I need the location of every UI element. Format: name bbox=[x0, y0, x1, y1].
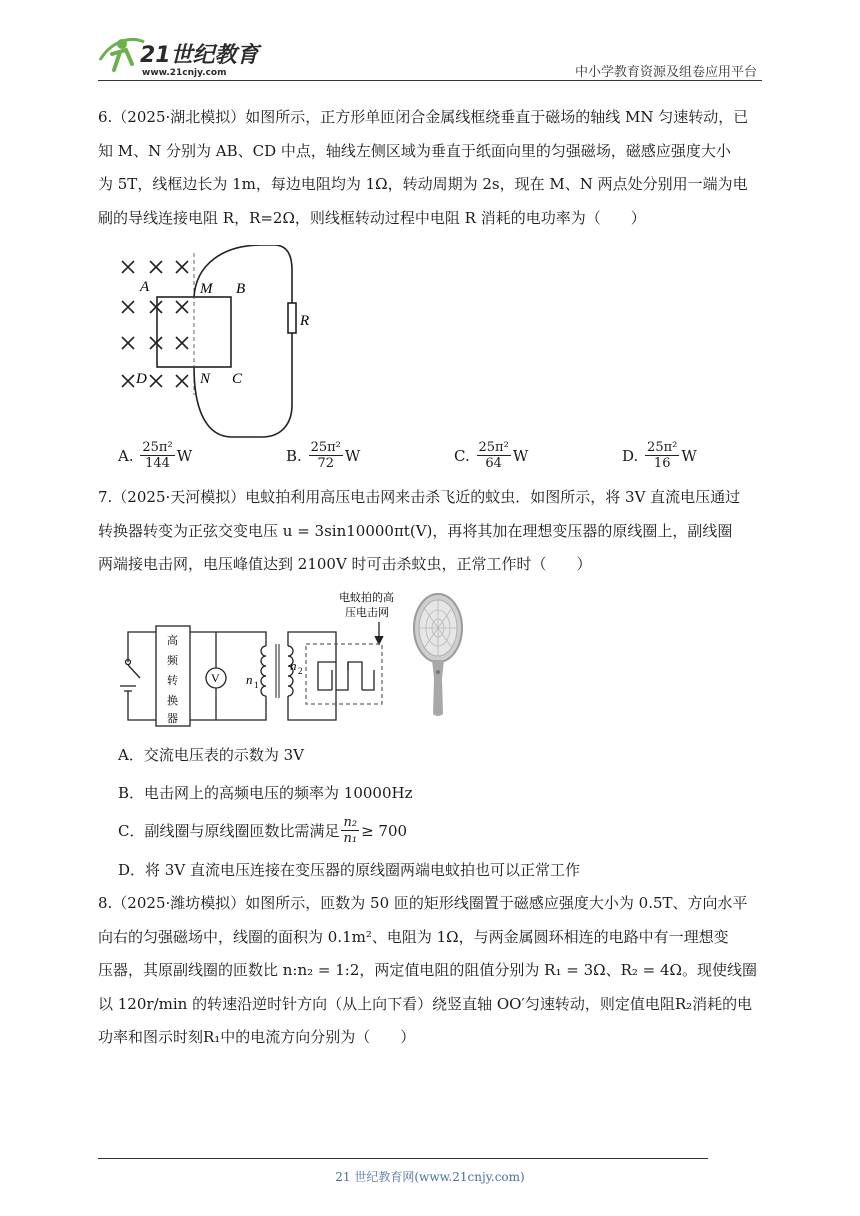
question-7-text: 7.（2025·天河模拟）电蚊拍利用高压电击网来击杀飞近的蚊虫．如图所示，将 3V 直流电压通过 转换器转变为正弦交变电压 u = 3sin10000πt(V)，再将其加在理想变压器的原线圈上，副线圈 两端接电击网，电压峰值达到 2100V 时可击杀蚊虫，正常工作时（ ） bbox=[98, 488, 741, 573]
label-D: D bbox=[136, 371, 147, 387]
option-b[interactable]: B. $\frac{\text{25π²}}{72}$ W bbox=[286, 440, 361, 471]
option-c[interactable]: C. $\frac{\text{25π²}}{64}$ W bbox=[454, 440, 529, 471]
option-7c[interactable]: C．副线圈与原线圈匝数比需满足 $\frac{\text{n₂}}{\text{n₁}}$ ≥ 700 bbox=[118, 815, 408, 846]
label-B: B bbox=[236, 281, 246, 297]
label-N: N bbox=[200, 371, 211, 387]
question-8-text: 8.（2025·潍坊模拟）如图所示，匝数为 50 匝的矩形线圈置于磁感应强度大小为 0.5T、方向水平 向右的匀强磁场中，线圈的面积为 0.1m²、电阻为 1Ω，与两金属圆环相连的电路中有一理想变 压器，其原副线圈的匝数比 n:n₂ = 1:2，两定值电阻的阻值分别为 R₁ = 3Ω、R₂ = 4Ω。现使线圈 以 120r/min 的转速沿逆时针方向（从上向下看）绕竖直轴 OO′匀速转动，则定值电阻R₂消耗的电 功率和图示时刻R₁中的电流方向分别为（ ） bbox=[98, 894, 757, 1046]
mosquito-swatter-image bbox=[408, 588, 468, 718]
option-7a[interactable]: A．交流电压表的示数为 3V bbox=[118, 746, 304, 764]
header-divider bbox=[98, 80, 762, 81]
option-a[interactable]: A. $\frac{\text{25π²}}{144}$ W bbox=[118, 440, 193, 471]
option-7d[interactable]: D．将 3V 直流电压连接在变压器的原线圈两端电蚊拍也可以正常工作 bbox=[118, 861, 580, 879]
svg-text:频: 频 bbox=[167, 654, 178, 667]
site-logo bbox=[92, 30, 262, 80]
option-7b[interactable]: B．电击网上的高频电压的频率为 10000Hz bbox=[118, 784, 413, 802]
label-A: A bbox=[140, 279, 150, 295]
svg-text:转: 转 bbox=[167, 674, 178, 687]
svg-text:1: 1 bbox=[254, 680, 259, 690]
option-d[interactable]: D. $\frac{\text{25π²}}{16}$ W bbox=[622, 440, 697, 471]
question-6-figure bbox=[112, 245, 322, 440]
svg-text:器: 器 bbox=[167, 712, 178, 725]
logo-text: 21世纪教育 bbox=[140, 43, 259, 68]
svg-text:高: 高 bbox=[167, 634, 178, 647]
footer-text: 21 世纪教育网(www.21cnjy.com) bbox=[335, 1170, 525, 1184]
svg-text:n: n bbox=[246, 672, 253, 687]
logo-url: www.21cnjy.com bbox=[142, 68, 227, 78]
label-R: R bbox=[300, 313, 310, 329]
svg-text:2: 2 bbox=[298, 666, 303, 676]
label-M: M bbox=[200, 281, 213, 297]
svg-text:换: 换 bbox=[167, 694, 178, 707]
platform-label: 中小学教育资源及组卷应用平台 bbox=[574, 65, 757, 80]
label-C: C bbox=[232, 371, 243, 387]
voltmeter-label: V bbox=[211, 671, 220, 685]
footer-divider bbox=[98, 1158, 708, 1159]
question-6-text: 6.（2025·湖北模拟）如图所示，正方形单匝闭合金属线框绕垂直于磁场的轴线 MN 匀速转动，已 知 M、N 分别为 AB、CD 中点，轴线左侧区域为垂直于纸面向里的匀强磁场，磁感应强度大小 为 5T，线框边长为 1m，每边电阻均为 1Ω，转动周期为 2s，现在 M、N 两点处分别用一端为电 刷的导线连接电阻 R，R=2Ω，则线框转动过程中电阻 R 消耗的电功率为（ ） bbox=[98, 108, 749, 227]
net-label-2: 压电击网 bbox=[345, 606, 389, 619]
svg-text:n: n bbox=[290, 658, 297, 673]
net-label-1: 电蚊拍的高 bbox=[339, 591, 394, 604]
